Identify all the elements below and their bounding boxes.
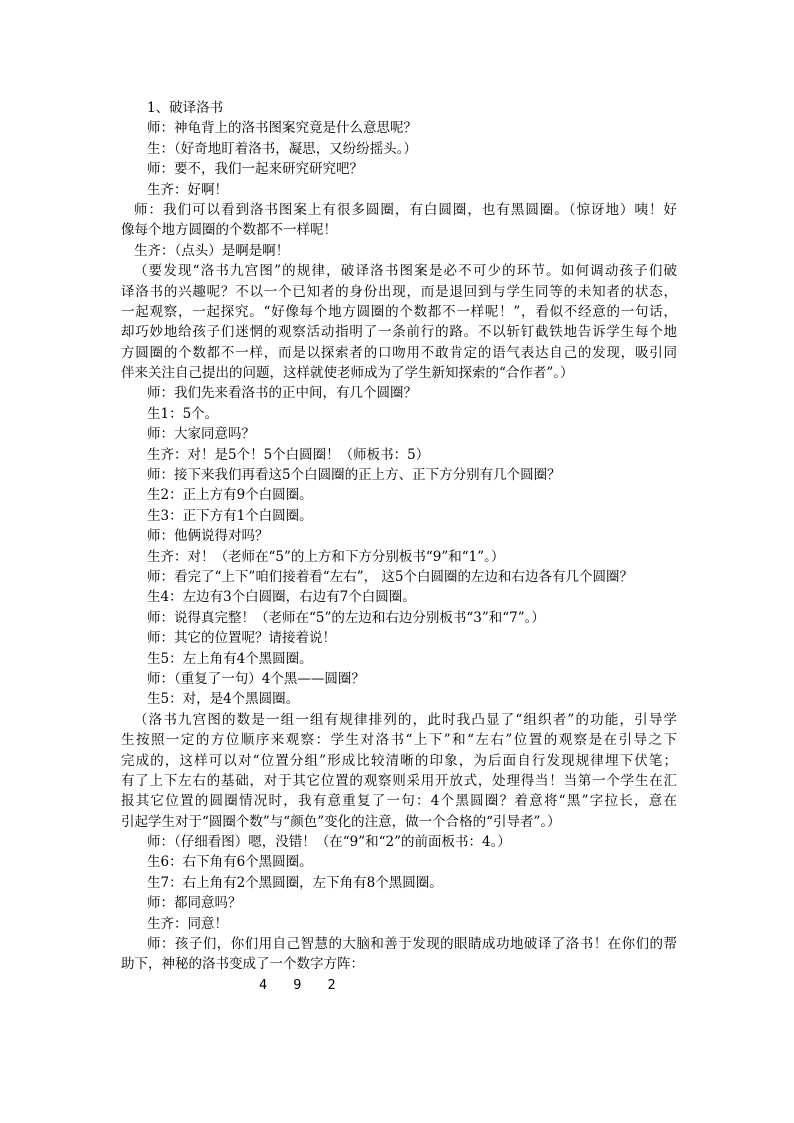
dialogue-line: 生齐：对！（老师在“5”的上方和下方分别板书“9”和“1”。） xyxy=(147,548,505,565)
dialogue-line: 师：（仔细看图）嗯，没错！（在“9”和“2”的前面板书：4。） xyxy=(147,834,511,851)
dialogue-line: 生4：左边有3个白圆圈，右边有7个白圆圈。 xyxy=(147,589,416,606)
section-heading: 1、破译洛书 xyxy=(147,100,224,116)
dialogue-line: 生6：右下角有6个黑圆圈。 xyxy=(147,854,313,871)
commentary-line: 方圆圈的个数都不一样，而是以探索者的口吻用不敢肯定的语气表达自己的发现，吸引同 xyxy=(121,344,677,361)
dialogue-line: 生齐：对！是5个！5个白圆圈！（师板书：5） xyxy=(147,446,430,463)
dialogue-line: 生齐：好啊！ xyxy=(147,181,228,198)
commentary-line: 伴来关注自己提出的问题，这样就使老师成为了学生新知探索的“合作者”。） xyxy=(121,365,574,382)
dialogue-line: 生3：正下方有1个白圆圈。 xyxy=(147,507,313,524)
commentary-line: 一起观察，一起探究。“好像每个地方圆圈的个数都不一样呢！”，看似不经意的一句话， xyxy=(121,303,677,320)
dialogue-line: 师：要不，我们一起来研究研究吧？ xyxy=(147,161,363,178)
dialogue-line: 师：（重复了一句）4个黑——圆圈？ xyxy=(147,670,365,687)
dialogue-line: 生2：正上方有9个白圆圈。 xyxy=(147,487,313,504)
commentary-line: 完成的，这样可以对“位置分组”形成比较清晰的印象，为后面自行发现规律埋下伏笔； xyxy=(121,752,677,769)
dialogue-line: 生5：对，是4个黑圆圈。 xyxy=(147,691,300,708)
commentary-line: 有了上下左右的基础，对于其它位置的观察则采用开放式，处理得当！当第一个学生在汇 xyxy=(121,772,677,789)
document-body xyxy=(121,98,677,995)
dialogue-line: 师：都同意吗？ xyxy=(147,895,242,912)
number-matrix-row: 4 9 2 xyxy=(259,976,345,993)
dialogue-line: 师：大家同意吗？ xyxy=(147,426,255,443)
dialogue-line: 助下，神秘的洛书变成了一个数字方阵： xyxy=(121,956,364,973)
dialogue-line: 师：接下来我们再看这5个白圆圈的正上方、正下方分别有几个圆圈？ xyxy=(147,467,561,484)
dialogue-line: 生齐：同意！ xyxy=(147,915,228,932)
commentary-line: 报其它位置的圆圈情况时，我有意重复了一句：4个黑圆圈？着意将“黑”字拉长，意在 xyxy=(121,793,677,810)
commentary-line: 生按照一定的方位顺序来观察：学生对洛书“上下”和“左右”位置的观察是在引导之下 xyxy=(121,732,677,749)
dialogue-line: 生1：5个。 xyxy=(147,405,219,422)
dialogue-line: 生齐：（点头）是啊是啊！ xyxy=(134,242,290,259)
commentary-line: 译洛书的兴趣呢？不以一个已知者的身份出现，而是退回到与学生同等的未知者的状态， xyxy=(121,283,677,300)
commentary-line: （洛书九宫图的数是一组一组有规律排列的，此时我凸显了“组织者”的功能，引导学 xyxy=(134,711,677,728)
dialogue-line: 师：神龟背上的洛书图案究竟是什么意思呢？ xyxy=(147,120,417,137)
commentary-line: （要发现“洛书九宫图”的规律，破译洛书图案是必不可少的环节。如何调动孩子们破 xyxy=(134,263,677,280)
dialogue-line: 师：看完了“上下”咱们接着看“左右”， 这5个白圆圈的左边和右边各有几个圆圈？ xyxy=(147,568,633,585)
dialogue-line: 生7：右上角有2个黑圆圈，左下角有8个黑圆圈。 xyxy=(147,874,443,891)
dialogue-line: 生：（好奇地盯着洛书，凝思，又纷纷摇头。） xyxy=(147,140,417,157)
dialogue-line: 生5：左上角有4个黑圆圈。 xyxy=(147,650,313,667)
dialogue-line: 师：孩子们，你们用自己智慧的大脑和善于发现的眼睛成功地破译了洛书！在你们的帮 xyxy=(147,936,677,953)
dialogue-line: 师：其它的位置呢？请接着说！ xyxy=(147,630,336,647)
commentary-line: 却巧妙地给孩子们迷惘的观察活动指明了一条前行的路。不以斩钉截铁地告诉学生每个地 xyxy=(121,324,677,341)
dialogue-line: 师：他俩说得对吗？ xyxy=(147,528,269,545)
dialogue-line: 师：说得真完整！（老师在“5”的左边和右边分别板书“3”和“7”。） xyxy=(147,609,545,626)
commentary-line: 引起学生对于“圆圈个数”与“颜色”变化的注意，做一个合格的“引导者”。） xyxy=(121,813,561,830)
dialogue-line: 像每个地方圆圈的个数都不一样呢！ xyxy=(121,222,337,239)
dialogue-line: 师：我们可以看到洛书图案上有很多圆圈，有白圆圈，也有黑圆圈。（惊讶地）咦！好 xyxy=(134,201,677,218)
dialogue-line: 师：我们先来看洛书的正中间，有几个圆圈？ xyxy=(147,385,417,402)
